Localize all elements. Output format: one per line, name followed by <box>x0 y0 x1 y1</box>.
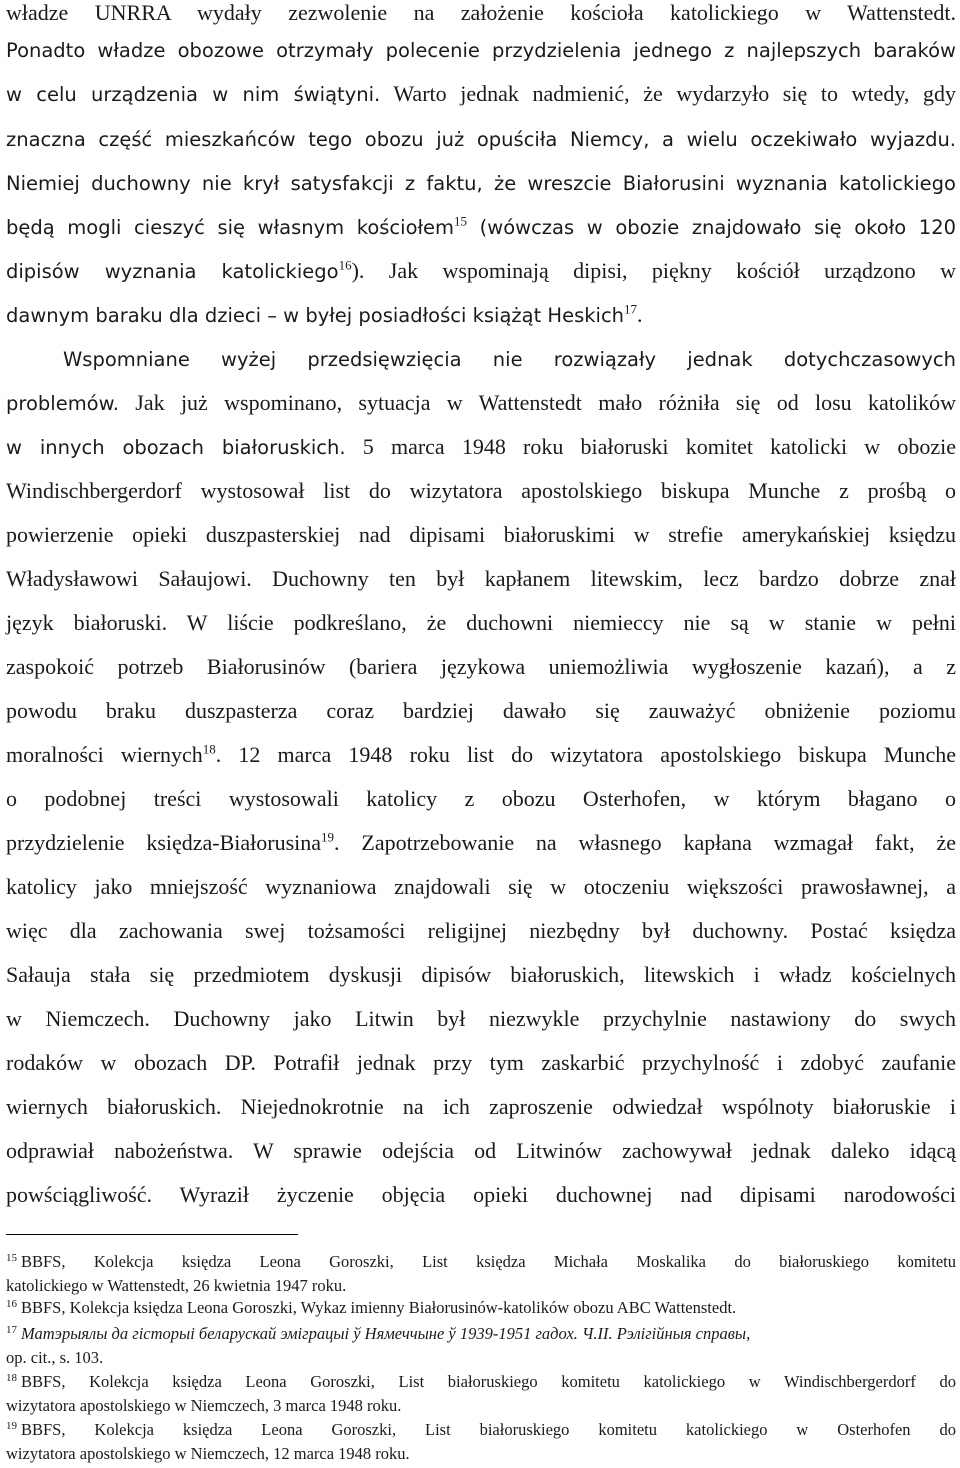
footnote-ref[interactable]: 15 <box>454 213 468 229</box>
text-run: (wówczas w obozie znajdowało się około 120 <box>467 216 957 239</box>
text-run: przydzielenie księdza-Białorusina <box>6 830 322 855</box>
footnote-number: 16 <box>6 1297 17 1310</box>
text-run: powodu braku duszpasterza coraz bardziej dawało się zauważyć obniżenie poziomu <box>6 698 956 723</box>
footnote-text: katolickiego w Wattenstedt, 26 kwietnia 1947 roku. <box>6 1276 347 1295</box>
footnote-ref[interactable]: 18 <box>202 741 216 757</box>
body-line <box>6 918 956 944</box>
text-run: wiernych białoruskich. Niejednokrotnie na ich zaproszenie odwiedzał wspólnoty białoruskie i <box>6 1094 956 1119</box>
body-line <box>6 126 956 153</box>
footnote-ref[interactable]: 19 <box>321 829 335 845</box>
footnote-15 <box>6 1252 956 1272</box>
text-run: dawnym baraku dla dzieci – w byłej posiadłości książąt Heskich <box>6 304 625 327</box>
footnote-text: wizytatora apostolskiego w Niemczech, 3 marca 1948 roku. <box>6 1396 402 1415</box>
text-run: Wspomniane wyżej przedsięwzięcia nie rozwiązały jednak dotychczasowych <box>63 348 956 371</box>
body-line <box>6 434 956 461</box>
text-run: powierzenie opieki duszpasterskiej nad dipisami białoruskimi w strefie amerykańskiej księdzu <box>6 522 956 547</box>
footnote-separator <box>6 1234 298 1235</box>
footnote-text: BBFS, Kolekcja księdza Leona Goroszki, Wykaz imienny Białorusinów-katolików obozu ABC Wattenstedt. <box>21 1298 737 1317</box>
text-run: . Zapotrzebowanie na własnego kapłana wzmagał fakt, że <box>334 830 956 855</box>
text-run: język białoruski. W liście podkreślano, że duchowni niemieccy nie są w stanie w pełni <box>6 610 956 635</box>
text-run: ). <box>351 258 365 283</box>
text-run: w Niemczech. Duchowny jako Litwin był niezwykle przychylnie nastawiony do swych <box>6 1006 956 1031</box>
footnote-number: 15 <box>6 1251 17 1264</box>
text-run: odprawiał nabożeństwa. W sprawie odejścia od Litwinów zachowywał jednak daleko idącą <box>6 1138 956 1163</box>
footnote-17 <box>6 1324 956 1344</box>
footnote-19-cont <box>6 1444 956 1464</box>
text-run: władze UNRRA wydały zezwolenie na założenie kościoła katolickiego w Wattenstedt. <box>6 0 956 25</box>
footnote-ref[interactable]: 16 <box>338 257 352 273</box>
text-run: Jak już wspominano, sytuacja w Wattenstedt mało różniła się od losu katolików <box>118 390 956 415</box>
footnote-18-cont <box>6 1396 956 1416</box>
body-line <box>6 742 956 768</box>
body-line <box>6 610 956 636</box>
footnote-ref[interactable]: 17 <box>624 301 638 317</box>
body-line <box>6 346 956 373</box>
body-line <box>6 37 956 64</box>
text-run: powściągliwość. Wyraził życzenie objęcia opieki duchownej nad dipisami narodowości <box>6 1182 956 1207</box>
body-line <box>6 654 956 680</box>
body-line <box>6 874 956 900</box>
body-line <box>6 1006 956 1032</box>
text-run: Ponadto władze obozowe otrzymały polecenie przydzielenia jednego z najlepszych baraków <box>6 39 956 62</box>
text-run: 5 marca 1948 roku białoruski komitet katolicki w obozie <box>345 434 956 459</box>
text-run: katolicy jako mniejszość wyznaniowa znajdowali się w otoczeniu większości prawosławnej, a <box>6 874 956 899</box>
text-run: dipisów wyznania katolickiego <box>6 260 339 283</box>
body-line <box>6 258 956 285</box>
footnote-number: 19 <box>6 1419 17 1432</box>
body-line <box>6 698 956 724</box>
body-line <box>6 478 956 504</box>
footnote-text: BBFS, Kolekcja księdza Leona Goroszki, List białoruskiego komitetu katolickiego w Windischbergerdorf do <box>21 1372 956 1391</box>
body-line <box>6 1050 956 1076</box>
body-line <box>6 522 956 548</box>
text-run: . <box>637 302 643 327</box>
body-line <box>6 962 956 988</box>
footnote-18 <box>6 1372 956 1392</box>
text-run: o podobnej treści wystosowali katolicy z obozu Osterhofen, w którym błagano o <box>6 786 956 811</box>
body-line <box>6 214 956 241</box>
text-run: więc dla zachowania swej tożsamości religijnej niezbędny był duchowny. Postać księdza <box>6 918 956 943</box>
footnote-text: BBFS, Kolekcja księdza Leona Goroszki, List księdza Michała Moskalika do białoruskiego komitetu <box>21 1252 956 1271</box>
text-run: znaczna część mieszkańców tego obozu już opuściła Niemcy, a wielu oczekiwało wyjazdu. <box>6 128 956 151</box>
footnote-text: Матэрыялы да гісторыі беларускай эміграцыі ў Нямеччыне ў 1939-1951 гадох. Ч.II. Рэлігійныя справы, <box>21 1324 751 1343</box>
body-line <box>6 81 956 108</box>
footnote-number: 17 <box>6 1323 17 1336</box>
text-run: . 12 marca 1948 roku list do wizytatora apostolskiego biskupa Munche <box>215 742 957 767</box>
body-line <box>6 390 956 417</box>
body-line <box>6 830 956 856</box>
body-line <box>6 1138 956 1164</box>
footnote-15-cont <box>6 1276 956 1296</box>
body-line <box>6 0 956 26</box>
text-run: w celu urządzenia w nim świątyni. <box>6 83 381 106</box>
footnote-19 <box>6 1420 956 1440</box>
text-run: Warto jednak nadmienić, że wydarzyło się to wtedy, gdy <box>380 81 956 106</box>
text-run: Windischbergerdorf wystosował list do wizytatora apostolskiego biskupa Munche z prośbą o <box>6 478 956 503</box>
text-run: w innych obozach białoruskich. <box>6 436 346 459</box>
text-run: Sałauja stała się przedmiotem dyskusji dipisów białoruskich, litewskich i władz kościelnych <box>6 962 956 987</box>
body-line <box>6 1182 956 1208</box>
text-run: rodaków w obozach DP. Potrafił jednak przy tym zaskarbić przychylność i zdobyć zaufanie <box>6 1050 956 1075</box>
text-run: zaspokoić potrzeb Białorusinów (bariera językowa uniemożliwia wygłoszenie kazań), a z <box>6 654 956 679</box>
body-line <box>6 786 956 812</box>
footnote-text: wizytatora apostolskiego w Niemczech, 12 marca 1948 roku. <box>6 1444 410 1463</box>
text-run: Jak wspominają dipisi, piękny kościół urządzono w <box>364 258 956 283</box>
body-line <box>6 302 956 329</box>
body-line <box>6 1094 956 1120</box>
body-line <box>6 170 956 197</box>
footnote-text: op. cit., s. 103. <box>6 1348 104 1367</box>
text-run: będą mogli cieszyć się własnym kościołem <box>6 216 455 239</box>
text-run: Niemiej duchowny nie krył satysfakcji z faktu, że wreszcie Białorusini wyznania katolickiego <box>6 172 956 195</box>
text-run: Władysławowi Sałaujowi. Duchowny ten był kapłanem litewskim, lecz bardzo dobrze znał <box>6 566 956 591</box>
text-run: problemów. <box>6 392 119 415</box>
footnote-17-cont <box>6 1348 956 1368</box>
footnote-16 <box>6 1298 956 1318</box>
footnote-text: BBFS, Kolekcja księdza Leona Goroszki, List białoruskiego komitetu katolickiego w Osterhofen do <box>21 1420 956 1439</box>
footnote-number: 18 <box>6 1371 17 1384</box>
body-line <box>6 566 956 592</box>
text-run: moralności wiernych <box>6 742 203 767</box>
